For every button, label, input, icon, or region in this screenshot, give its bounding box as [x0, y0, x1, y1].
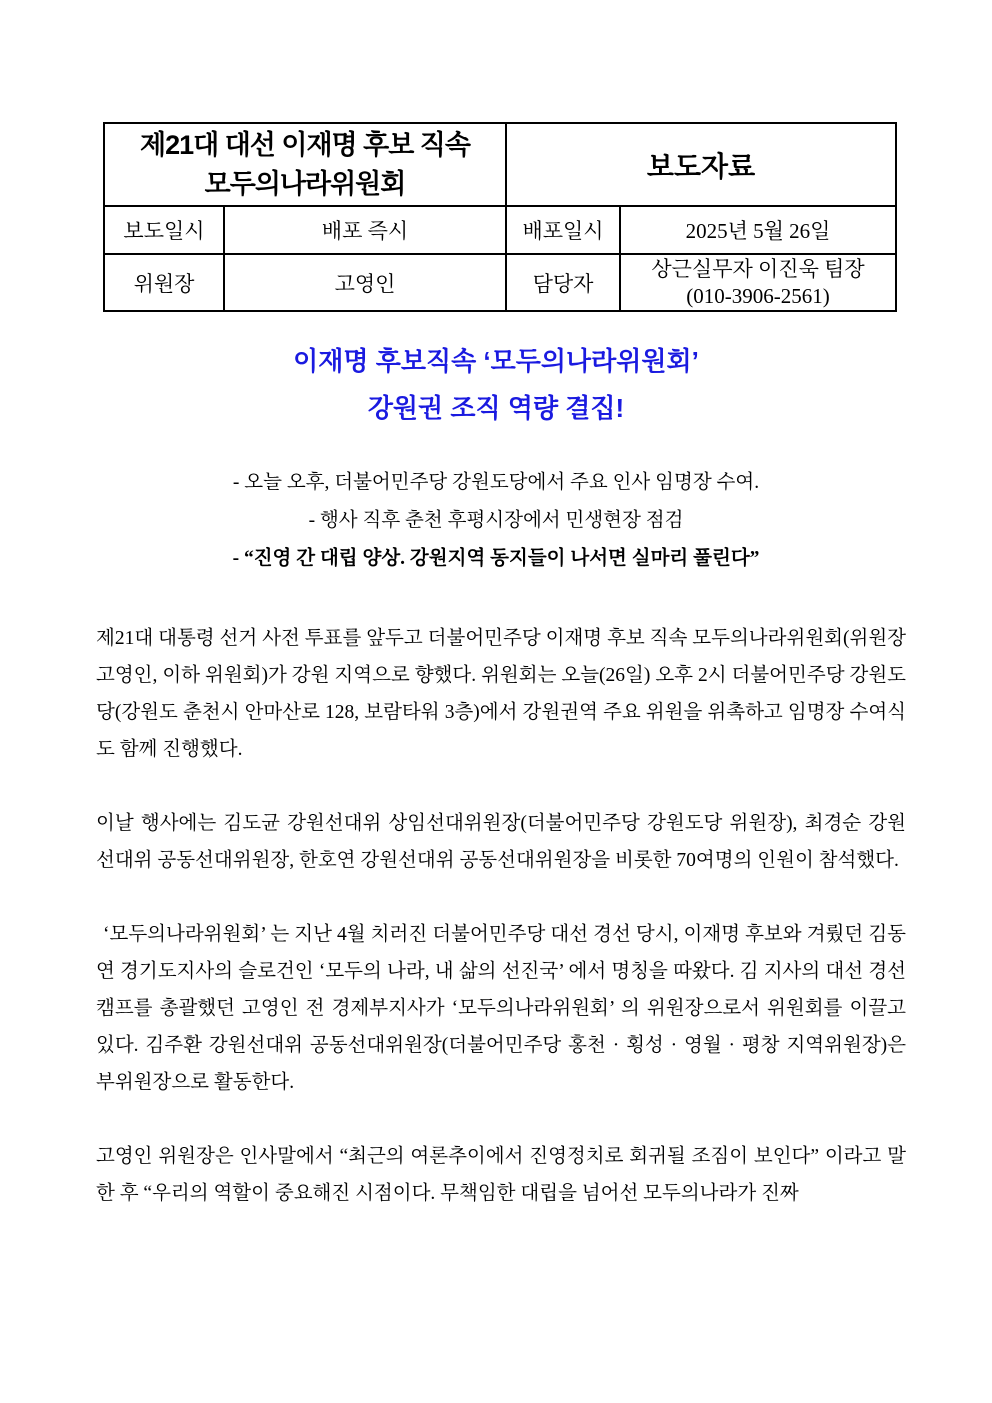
summary-point-1: - 오늘 오후, 더불어민주당 강원도당에서 주요 인사 임명장 수여.: [232, 472, 760, 493]
contact-phone: (010-3906-2561): [686, 283, 830, 308]
table-row: [104, 206, 896, 254]
org-name-line1: 제21대 대선 이재명 후보 직속: [140, 129, 470, 160]
paragraph-attendees: 이날 행사에는 김도균 강원선대위 상임선대위원장(더불어민주당 강원도당 위원장), 최경순 강원선대위 공동선대위원장, 한호연 강원선대위 공동선대위원장을 비롯한 70여명의 인원이 참석했다.: [96, 813, 906, 871]
doc-type-cell: 보도자료: [506, 123, 896, 206]
summary-point-2: - 행사 직후 춘천 후평시장에서 민생현장 점검: [308, 510, 684, 531]
contact-label: 담당자: [506, 254, 620, 311]
paragraph-committee-background: ‘모두의나라위원회’ 는 지난 4월 치러진 더불어민주당 대선 경선 당시, 이재명 후보와 겨뤘던 김동연 경기도지사의 슬로건인 ‘모두의 나라, 내 삶의 선진국’ 에서 명칭을 따왔다. 김 지사의 대선 경선 캠프를 총괄했던 고영인 전 경제부지사가 ‘모두의나라위원회’ 의 위원장으로서 위원회를 이끌고 있다. 김주환 강원선대위 공동선대위원장(더불어민주당 홍천 · 횡성 · 영월 · 평창 지역위원장)은 부위원장으로 활동한다.: [96, 924, 906, 1093]
body-text: [96, 620, 906, 1212]
contact-person: 상근실무자 이진욱 팀장: [651, 256, 865, 281]
distribution-date-value: 2025년 5월 26일: [620, 206, 896, 254]
paragraph-chairman-remarks: 고영인 위원장은 인사말에서 “최근의 여론추이에서 진영정치로 회귀될 조짐이 보인다” 이라고 말한 후 “우리의 역할이 중요해진 시점이다. 무책임한 대립을 넘어선 모두의나라가 진짜: [96, 1146, 906, 1204]
chairman-label: 위원장: [104, 254, 224, 311]
table-row: [104, 123, 896, 206]
release-date-label: 보도일시: [104, 206, 224, 254]
summary-point-quote: - “진영 간 대립 양상. 강원지역 동지들이 나서면 실마리 풀린다”: [232, 548, 760, 569]
summary-points: [0, 464, 992, 578]
org-name-cell: [104, 123, 506, 206]
headline-line1: 이재명 후보직속 ‘모두의나라위원회’: [293, 346, 699, 376]
chairman-value: 고영인: [224, 254, 506, 311]
contact-value-cell: [620, 254, 896, 311]
press-info-table: [103, 122, 897, 312]
headline-line2: 강원권 조직 역량 결집!: [367, 393, 625, 423]
distribution-date-label: 배포일시: [506, 206, 620, 254]
paragraph-intro: 제21대 대통령 선거 사전 투표를 앞두고 더불어민주당 이재명 후보 직속 모두의나라위원회(위원장 고영인, 이하 위원회)가 강원 지역으로 향했다. 위원회는 오늘(26일) 오후 2시 더불어민주당 강원도당(강원도 춘천시 안마산로 128, 보람타워 3층)에서 강원권역 주요 위원을 위촉하고 임명장 수여식도 함께 진행했다.: [96, 628, 906, 760]
org-name-line2: 모두의나라위원회: [204, 168, 406, 199]
table-row: [104, 254, 896, 311]
release-date-value: 배포 즉시: [224, 206, 506, 254]
headline: [0, 338, 992, 432]
